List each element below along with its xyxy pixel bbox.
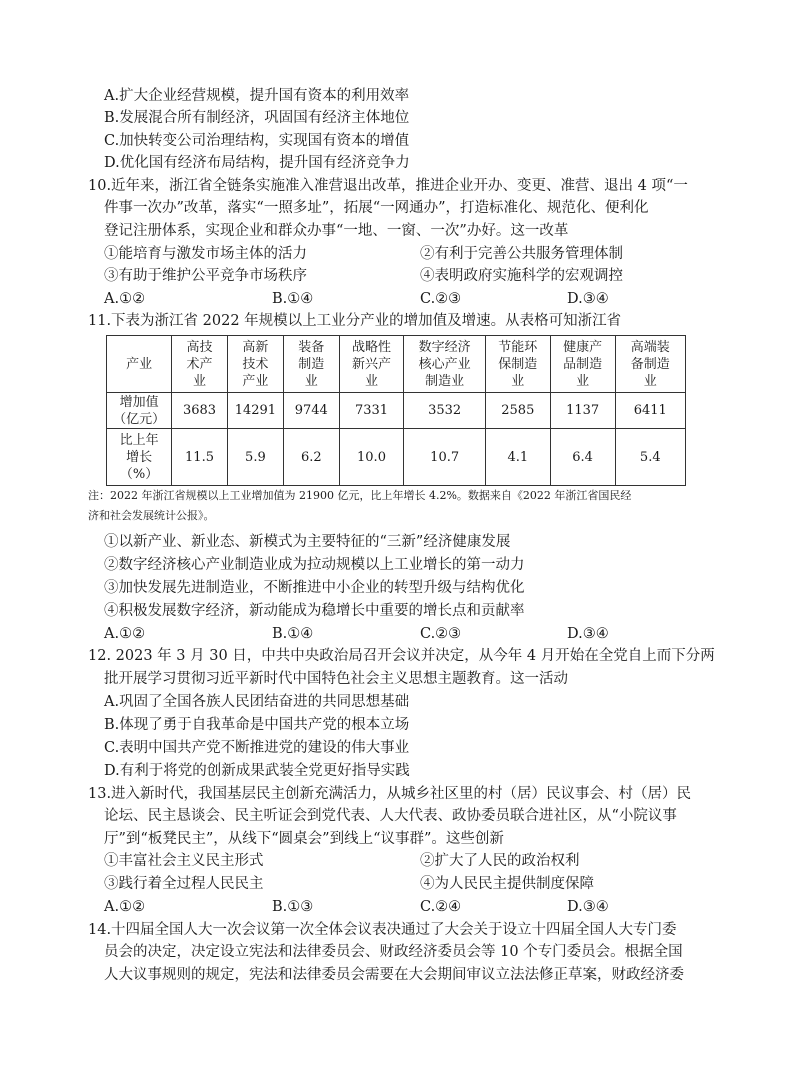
q10-choice-b: B.①④ xyxy=(272,291,314,307)
q12-option-b: B.体现了勇于自我革命是中国共产党的根本立场 xyxy=(104,717,410,733)
table-cell: 6.2 xyxy=(284,429,340,486)
table-cell: 14291 xyxy=(227,393,283,429)
table-header-row xyxy=(107,336,686,393)
q11-choice-c: C.②③ xyxy=(420,626,462,642)
q14-stem-line: 员会的决定，决定设立宪法和法律委员会、财政经济委员会等 10 个专门委员会。根据全国 xyxy=(104,944,683,960)
q10-statement: ④表明政府实施科学的宏观调控 xyxy=(420,268,623,284)
q12-option-d: D.有利于将党的创新成果武装全党更好指导实践 xyxy=(104,763,410,779)
table-cell: 4.1 xyxy=(485,429,550,486)
table-cell: 1137 xyxy=(550,393,615,429)
table-note: 济和社会发展统计公报》。 xyxy=(88,509,215,522)
q13-stem-line: 论坛、民主恳谈会、民主听证会到党代表、人大代表、政协委员联合进社区，从“小院议事 xyxy=(104,808,677,824)
q9-option-c: C.加快转变公司治理结构，实现国有资本的增值 xyxy=(104,133,410,149)
table-header-cell: 高技 术产 业 xyxy=(172,336,228,393)
q11-statement: ④积极发展数字经济，新动能成为稳增长中重要的增长点和贡献率 xyxy=(104,603,525,619)
table-cell: 9744 xyxy=(284,393,340,429)
q13-statement: ②扩大了人民的政治权利 xyxy=(420,853,580,869)
q11-statement: ①以新产业、新业态、新模式为主要特征的“三新”经济健康发展 xyxy=(104,534,511,550)
q12-option-c: C.表明中国共产党不断推进党的建设的伟大事业 xyxy=(104,740,410,756)
table-header-cell: 健康产 品制造 业 xyxy=(550,336,615,393)
q10-choice-d: D.③④ xyxy=(567,291,609,307)
table-cell: 3532 xyxy=(404,393,485,429)
q14-stem-line: 14.十四届全国人大一次会议第一次全体会议表决通过了大会关于设立十四届全国人大专门委 xyxy=(88,922,677,938)
q13-choice-d: D.③④ xyxy=(567,899,609,915)
q11-choice-a: A.①② xyxy=(104,626,146,642)
table-cell: 10.0 xyxy=(339,429,404,486)
q9-option-a: A.扩大企业经营规模，提升国有资本的利用效率 xyxy=(104,88,410,104)
q11-stem: 11.下表为浙江省 2022 年规模以上工业分产业的增加值及增速。从表格可知浙江省 xyxy=(88,313,622,329)
q13-statement: ③践行着全过程人民民主 xyxy=(104,876,264,892)
table-row-label: 增加值 （亿元） xyxy=(107,393,172,429)
table-header-cell: 战略性 新兴产 业 xyxy=(339,336,404,393)
q11-choice-b: B.①④ xyxy=(272,626,314,642)
q10-choice-c: C.②③ xyxy=(420,291,462,307)
table-header-cell: 产业 xyxy=(107,336,172,393)
q13-choice-b: B.①③ xyxy=(272,899,314,915)
table-cell: 5.4 xyxy=(615,429,685,486)
q10-stem-line: 10.近年来，浙江省全链条实施准入准营退出改革，推进企业开办、变更、准营、退出 4 项“一 xyxy=(88,178,688,194)
q11-statement: ③加快发展先进制造业，不断推进中小企业的转型升级与结构优化 xyxy=(104,580,525,596)
q10-stem-line: 件事一次办”改革，落实“一照多址”，拓展“一网通办”，打造标准化、规范化、便利化 xyxy=(104,200,649,216)
table-row-label: 比上年 增长 （%） xyxy=(107,429,172,486)
q13-choice-a: A.①② xyxy=(104,899,146,915)
table-cell: 5.9 xyxy=(227,429,283,486)
q12-stem-line: 12. 2023 年 3 月 30 日，中共中央政治局召开会议并决定，从今年 4 月开始在全党自上而下分两 xyxy=(88,648,715,664)
table-cell: 6411 xyxy=(615,393,685,429)
q11-choice-d: D.③④ xyxy=(567,626,609,642)
q10-statement: ②有利于完善公共服务管理体制 xyxy=(420,246,623,262)
table-note: 注：2022 年浙江省规模以上工业增加值为 21900 亿元，比上年增长 4.2%。数据来自《2022 年浙江省国民经 xyxy=(88,489,632,502)
q9-option-b: B.发展混合所有制经济，巩固国有经济主体地位 xyxy=(104,110,410,126)
table-header-cell: 数字经济 核心产业 制造业 xyxy=(404,336,485,393)
q13-statement: ④为人民民主提供制度保障 xyxy=(420,876,594,892)
q10-choice-a: A.①② xyxy=(104,291,146,307)
table-header-cell: 节能环 保制造 业 xyxy=(485,336,550,393)
q12-option-a: A.巩固了全国各族人民团结奋进的共同思想基础 xyxy=(104,694,410,710)
q10-statement: ③有助于维护公平竞争市场秩序 xyxy=(104,268,307,284)
table-cell: 6.4 xyxy=(550,429,615,486)
q13-stem-line: 13.进入新时代，我国基层民主创新充满活力，从城乡社区里的村（居）民议事会、村（居）民 xyxy=(88,786,692,802)
industry-stats-table xyxy=(106,335,686,486)
q14-stem-line: 人大议事规则的规定，宪法和法律委员会需要在大会期间审议立法法修正草案，财政经济委 xyxy=(104,967,684,983)
q11-statement: ②数字经济核心产业制造业成为拉动规模以上工业增长的第一动力 xyxy=(104,557,525,573)
table-row xyxy=(107,393,686,429)
table-row xyxy=(107,429,686,486)
q10-stem-line: 登记注册体系，实现企业和群众办事“一地、一窗、一次”办好。这一改革 xyxy=(104,223,569,239)
table-cell: 7331 xyxy=(339,393,404,429)
q13-statement: ①丰富社会主义民主形式 xyxy=(104,853,264,869)
q13-stem-line: 厅”到“板凳民主”，从线下“圆桌会”到线上“议事群”。这些创新 xyxy=(104,831,504,847)
q10-statement: ①能培育与激发市场主体的活力 xyxy=(104,246,307,262)
q9-option-d: D.优化国有经济布局结构，提升国有经济竞争力 xyxy=(104,155,410,171)
table-cell: 10.7 xyxy=(404,429,485,486)
q12-stem-line: 批开展学习贯彻习近平新时代中国特色社会主义思想主题教育。这一活动 xyxy=(104,671,568,687)
table-cell: 3683 xyxy=(172,393,228,429)
table-header-cell: 高新 技术 产业 xyxy=(227,336,283,393)
q13-choice-c: C.②④ xyxy=(420,899,462,915)
table-header-cell: 高端装 备制造 业 xyxy=(615,336,685,393)
table-cell: 11.5 xyxy=(172,429,228,486)
table-header-cell: 装备 制造 业 xyxy=(284,336,340,393)
table-cell: 2585 xyxy=(485,393,550,429)
